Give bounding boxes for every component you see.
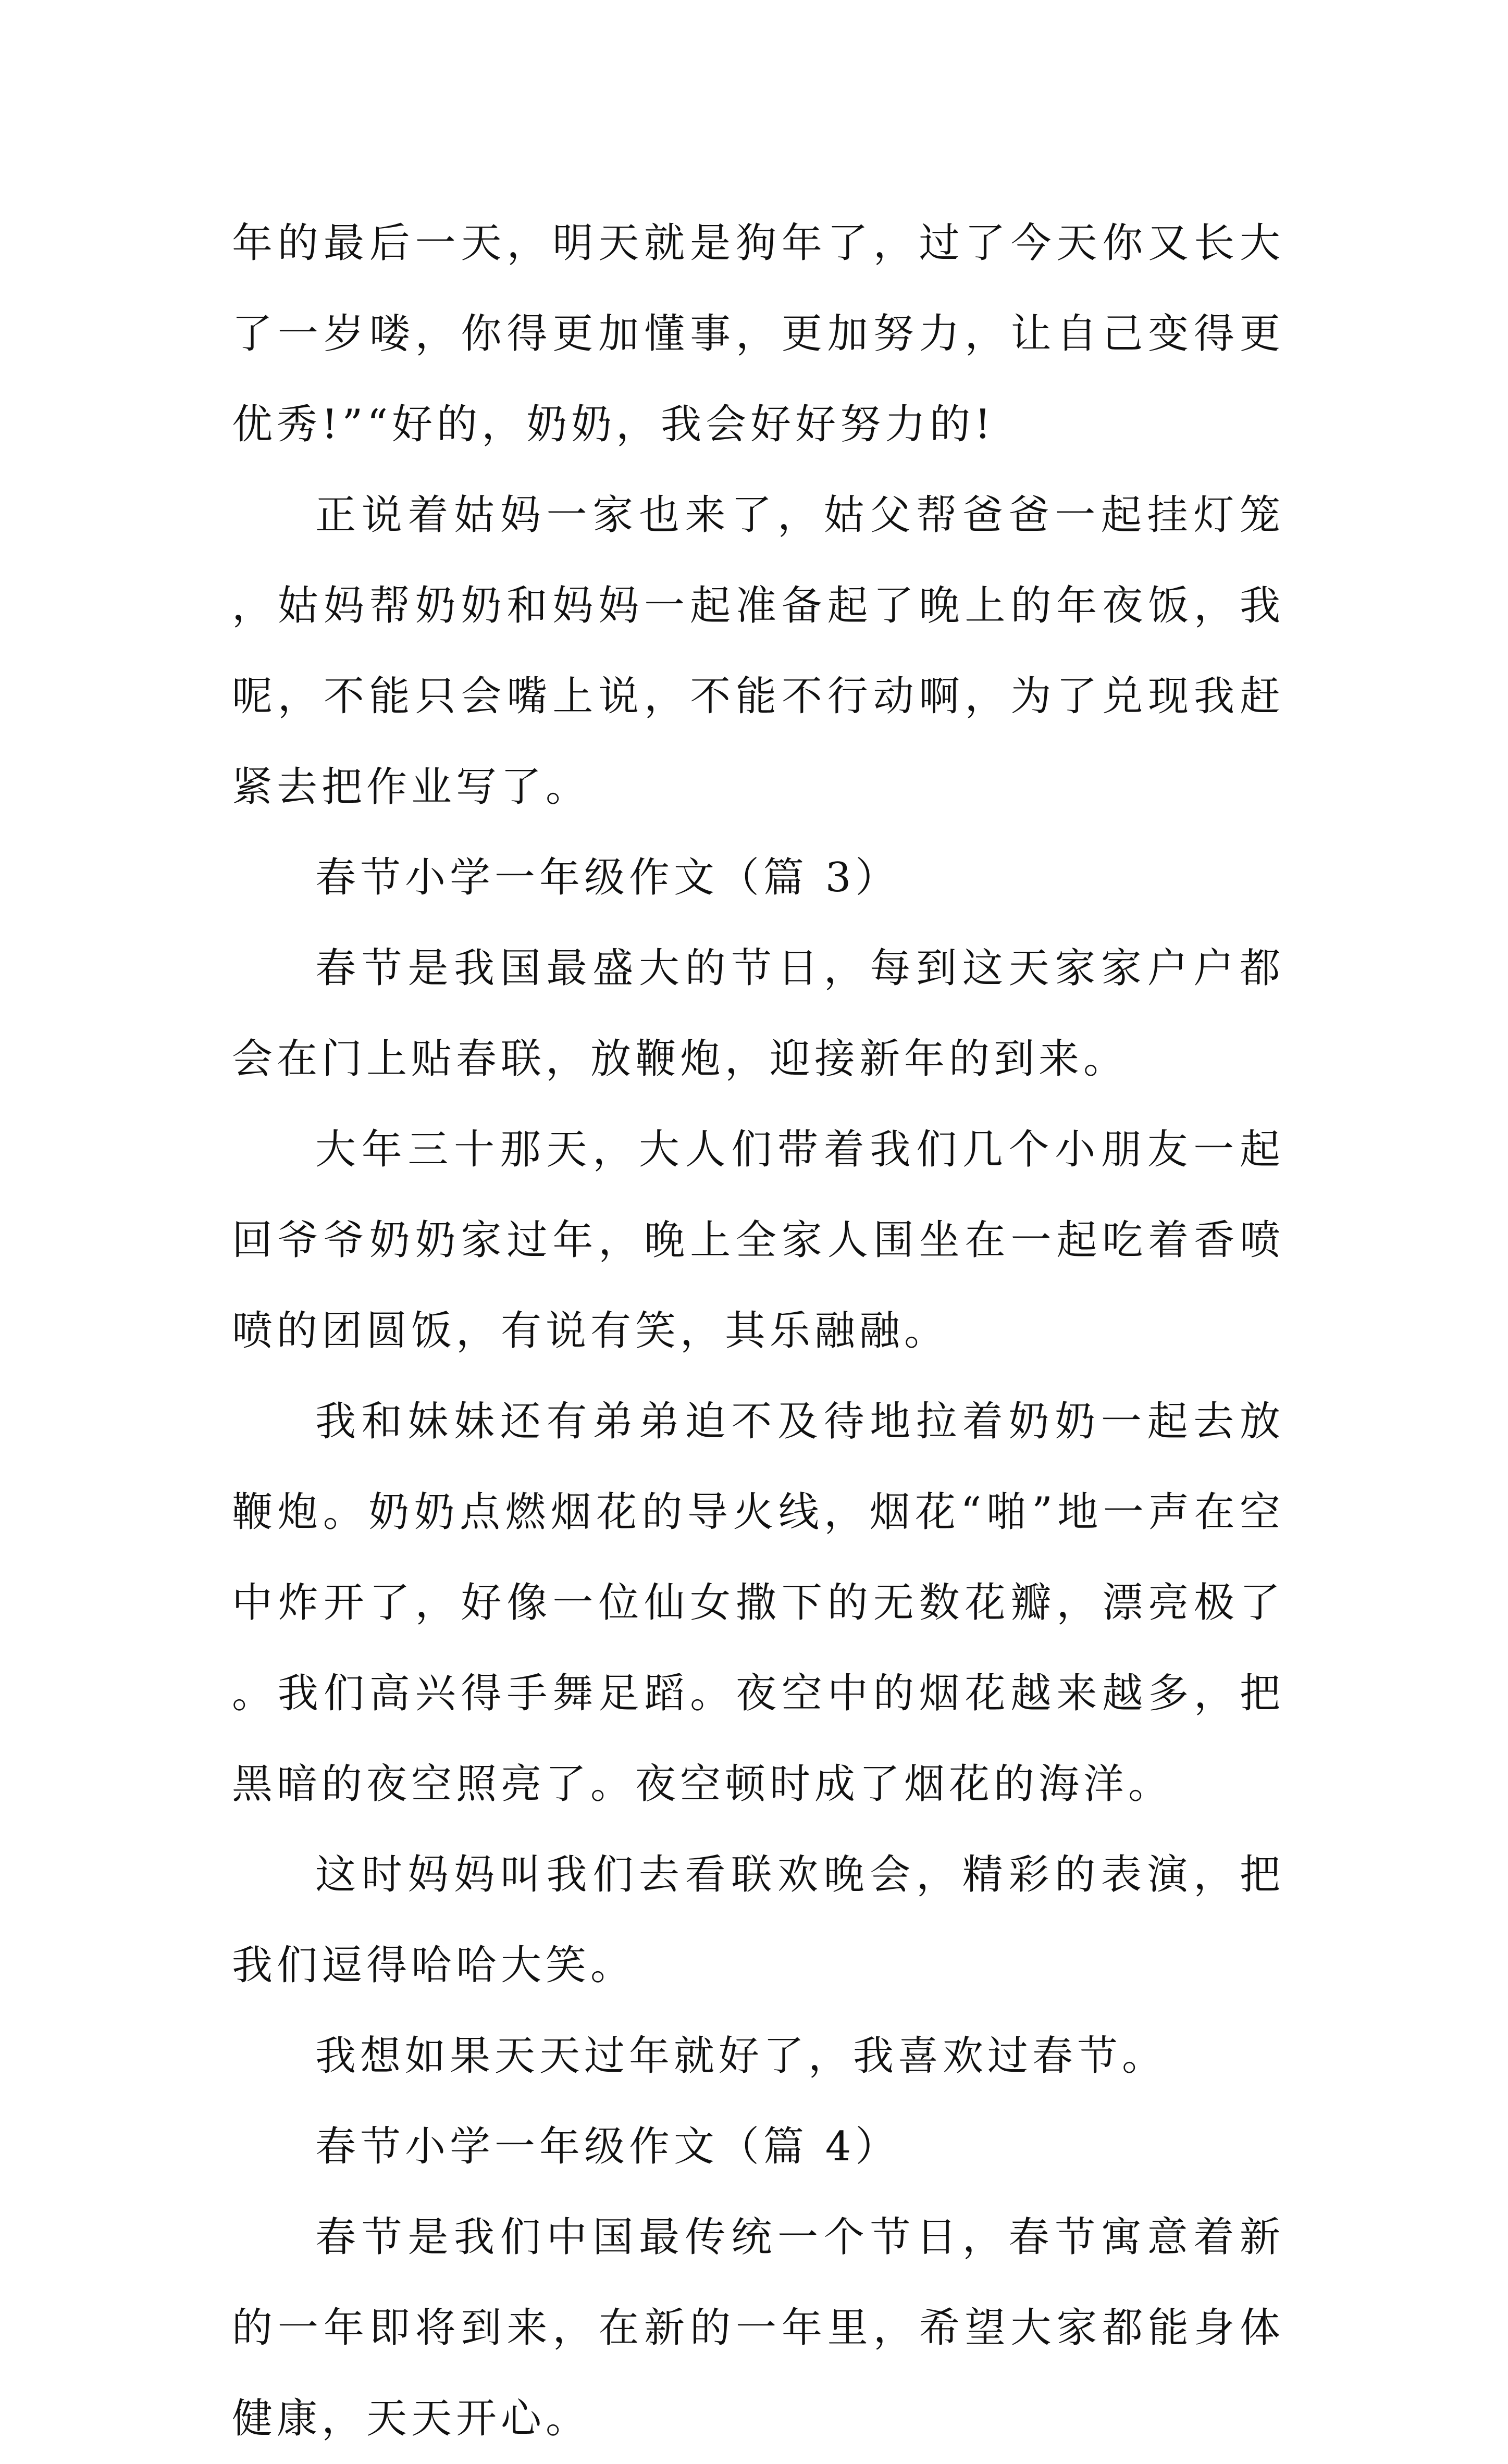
paragraph: 春节是我们中国最传统一个节日，春节寓意着新的一年即将到来，在新的一年里，希望大家都能身体健康，天天开心。 — [232, 2214, 1284, 2442]
paragraph: 大年三十那天，大人们带着我们几个小朋友一起回爷爷奶奶家过年，晚上全家人围坐在一起吃着香喷喷的团圆饭，有说有笑，其乐融融。 — [232, 1126, 1284, 1354]
paragraph: 正说着姑妈一家也来了，姑父帮爸爸一起挂灯笼，姑妈帮奶奶和妈妈一起准备起了晚上的年夜饭，我呢，不能只会嘴上说，不能不行动啊，为了兑现我赶紧去把作业写了。 — [232, 492, 1284, 811]
paragraph: 我想如果天天过年就好了，我喜欢过春节。 — [315, 2033, 1167, 2080]
paragraph-continuation: 年的最后一天，明天就是狗年了，过了今天你又长大了一岁喽，你得更加懂事，更加努力，让自己变得更优秀!”“好的，奶奶，我会好好努力的! — [232, 220, 1284, 448]
paragraph: 春节是我国最盛大的节日，每到这天家家户户都会在门上贴春联，放鞭炮，迎接新年的到来。 — [232, 945, 1284, 1082]
section-heading-4: 春节小学一年级作文（篇 4） — [315, 2123, 900, 2170]
section-heading-3: 春节小学一年级作文（篇 3） — [315, 854, 900, 901]
paragraph: 我和妹妹还有弟弟迫不及待地拉着奶奶一起去放鞭炮。奶奶点燃烟花的导火线，烟花“啪”地一声在空中炸开了，好像一位仙女撒下的无数花瓣，漂亮极了。我们高兴得手舞足蹈。夜空中的烟花越来越多，把黑暗的夜空照亮了。夜空顿时成了烟花的海洋。 — [232, 1398, 1284, 1808]
paragraph: 这时妈妈叫我们去看联欢晚会，精彩的表演，把我们逗得哈哈大笑。 — [232, 1851, 1284, 1989]
document-body — [232, 198, 1284, 2464]
